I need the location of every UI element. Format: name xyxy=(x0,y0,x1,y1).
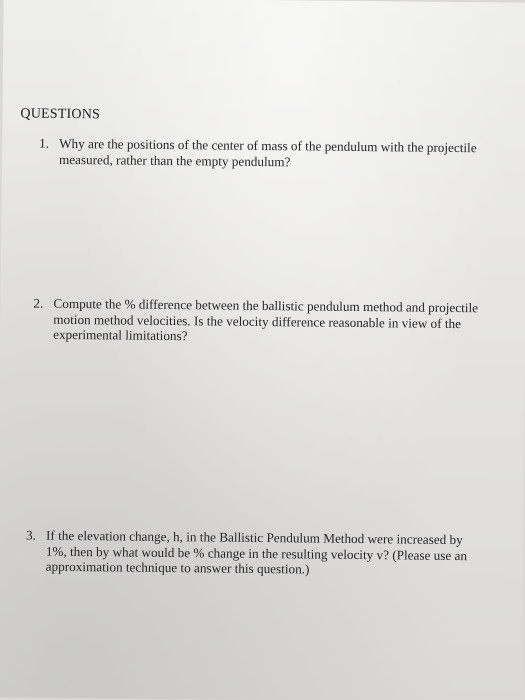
question-line: Compute the % difference between the ballistic pendulum method and projectile xyxy=(53,295,479,316)
question-text xyxy=(46,528,468,579)
page-title: QUESTIONS xyxy=(20,106,101,123)
question-number: 2. xyxy=(33,295,44,311)
question-number: 3. xyxy=(25,527,37,543)
question-text xyxy=(53,296,478,347)
question-2 xyxy=(33,295,489,344)
question-line: approximation technique to answer this question.) xyxy=(45,558,310,577)
question-line: motion method velocities. Is the velocity difference reasonable in view of the xyxy=(53,311,462,331)
question-number: 1. xyxy=(39,135,50,151)
question-line: experimental limitations? xyxy=(53,326,188,344)
question-3 xyxy=(25,527,496,577)
question-line: If the elevation change, h, in the Ballistic Pendulum Method were increased by xyxy=(45,527,463,548)
question-text xyxy=(59,136,477,171)
question-line: Why are the positions of the center of mass of the pendulum with the projectile xyxy=(59,135,477,156)
question-1 xyxy=(39,135,479,169)
question-line: 1%, then by what would be % change in the resulting velocity v? (Please use an xyxy=(45,543,468,563)
question-line: measured, rather than the empty pendulum? xyxy=(58,151,291,169)
